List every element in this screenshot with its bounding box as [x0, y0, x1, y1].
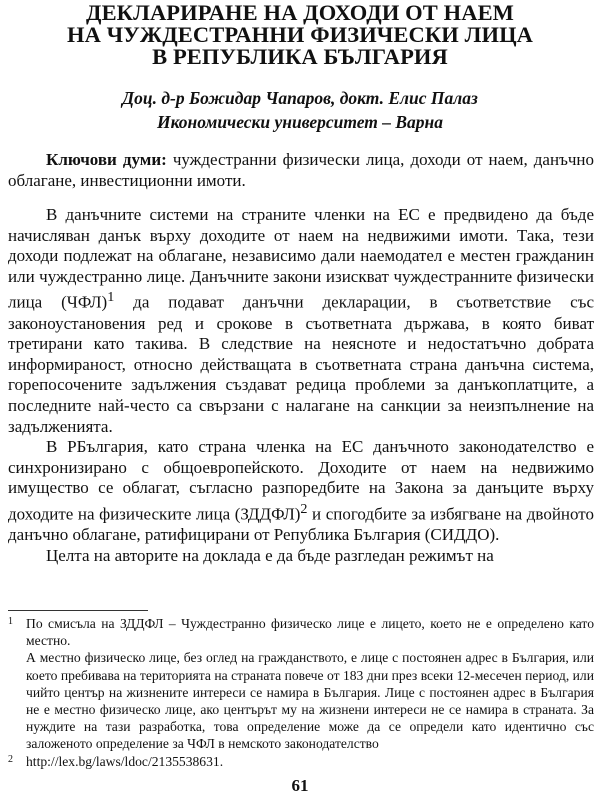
page-number: 61: [291, 776, 309, 795]
body-text: [8, 205, 594, 566]
title-line-1: ДЕКЛАРИРАНЕ НА ДОХОДИ ОТ НАЕМ: [85, 0, 515, 25]
title-line-2: НА ЧУЖДЕСТРАННИ ФИЗИЧЕСКИ ЛИЦА: [66, 22, 534, 47]
paragraph-2: [8, 437, 594, 546]
author-block: [20, 86, 580, 134]
title-line-3: В РЕПУБЛИКА БЪЛГАРИЯ: [152, 44, 448, 69]
affiliation: Икономически университет – Варна: [156, 112, 444, 132]
paper-title: [30, 2, 570, 68]
paragraph-2-text: В РБългария, като страна членка на ЕС данъчното законодателство е синхронизирано с общоевропейското. Доходите от наем на недвижимо имущество се облагат, съгласно разпоредбите на Закона за данъците върху доходите на физическите лица (ЗДДФЛ): [8, 437, 594, 524]
footnote-1-number: 1: [8, 616, 13, 627]
footnote-2-number: 2: [8, 753, 13, 765]
footnote-ref-1: 1: [107, 289, 115, 306]
footnote-1-text-b: А местно физическо лице, без оглед на гражданството, е лице с постоянен адрес в България, или което пребивава на територията на страната повече от 183 дни през всеки 12-месечен период, или чийто център на жизнените интереси се намира в България. Лице с постоянен адрес в България не е местно физическо лице, ако центърът му на жизнени интереси не се намира в страната. За нуждите на тази разработка, това определение може да се определи като идентично със заложеното определение за ЧФЛ в немското законодателство: [26, 650, 594, 752]
footnote-ref-2: 2: [300, 500, 308, 517]
keywords-label: Ключови думи:: [46, 150, 167, 169]
footnote-1: [8, 615, 594, 753]
footnote-2-text: http://lex.bg/laws/ldoc/2135538631.: [26, 753, 224, 769]
authors: Доц. д-р Божидар Чапаров, докт. Елис Палаз: [122, 88, 478, 108]
paragraph-2-rest: и спогодбите за избягване на двойното данъчно облагане, ратифицирани от Република България (СИДДО).: [8, 504, 594, 545]
paragraph-1-text: В данъчните системи на страните членки на ЕС е предвидено да бъде начисляван данък върху доходите от наем на недвижими имоти. Така, тези доходи подлежат на облагане, независимо дали наемодател е местен гражданин или чуждестранно лице. Данъчните закони изискват чуждестранните физически лица (ЧФЛ): [8, 205, 594, 313]
footnote-2: [8, 753, 594, 770]
footnotes: [8, 615, 594, 770]
footnote-divider: [8, 610, 148, 611]
footnote-1-text-a: По смисъла на ЗДДФЛ – Чуждестранно физическо лице е лицето, което не е определено като местно.: [26, 616, 594, 649]
keywords-text: чуждестранни физически лица, доходи от наем, данъчно облагане, инвестиционни имоти.: [8, 150, 595, 190]
paragraph-3: Целта на авторите на доклада е да бъде разгледан режимът на: [46, 545, 494, 565]
paragraph-1: [8, 205, 594, 437]
paragraph-1-rest: да подават данъчни декларации, в съответствие със законоустановения ред и срокове в съответната държава, в която биват третирани като такива. В следствие на неясноте и недостатъчно добрата информираност, относно действащата в съответната страна данъчна система, горепосочените задължения създават редица проблеми за данъкоплатците, а последните най-често са свързани с налагане на санкции за неизпълнение на задълженията.: [8, 293, 595, 436]
keywords: [8, 150, 594, 191]
